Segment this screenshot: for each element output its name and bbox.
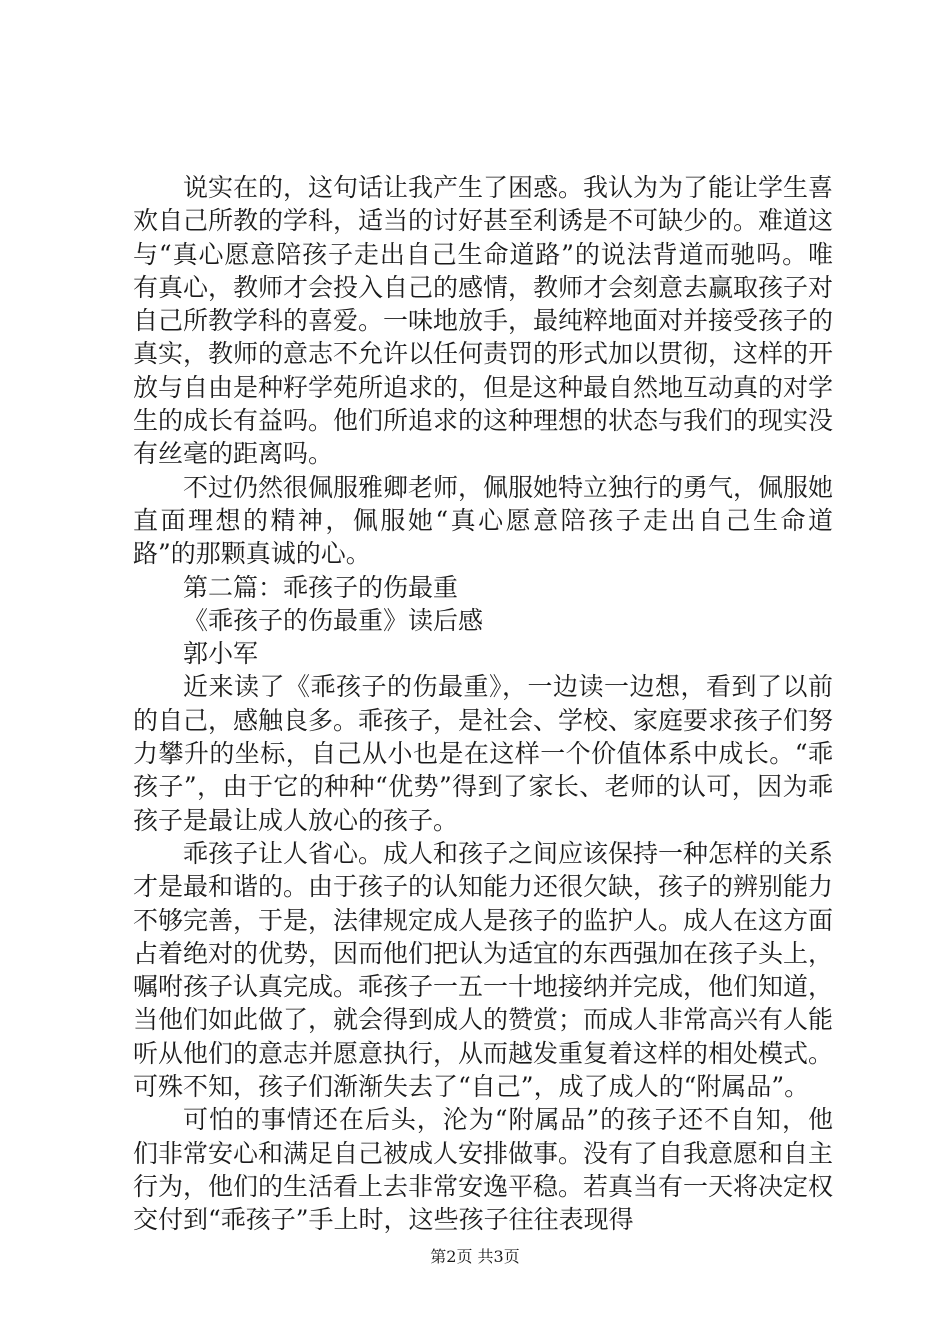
author-name: 郭小军	[183, 639, 259, 669]
paragraph-3: 近来读了《乖孩子的伤最重》，一边读一边想，看到了以前的自己，感触良多。乖孩子，是社会、学校、家庭要求孩子们努力攀升的坐标，自己从小也是在这样一个价值体系中成长。“乖孩子”，由于它的种种“优势”得到了家长、老师的认可，因为乖孩子是最让成人放心的孩子。	[133, 672, 834, 835]
article-title: 《乖孩子的伤最重》读后感	[183, 605, 484, 635]
document-body	[133, 171, 833, 1237]
section-heading: 第二篇：乖孩子的伤最重	[183, 572, 459, 602]
page-number-label: 第2页 共3页	[430, 1247, 520, 1266]
paragraph-1: 说实在的，这句话让我产生了困惑。我认为为了能让学生喜欢自己所教的学科，适当的讨好甚至利诱是不可缺少的。难道这与“真心愿意陪孩子走出自己生命道路”的说法背道而驰吗。唯有真心，教师才会投入自己的感情，教师才会刻意去赢取孩子对自己所教学科的喜爱。一味地放手，最纯粹地面对并接受孩子的真实，教师的意志不允许以任何责罚的形式加以贯彻，这样的开放与自由是种籽学苑所追求的，但是这种最自然地互动真的对学生的成长有益吗。他们所追求的这种理想的状态与我们的现实没有丝毫的距离吗。	[133, 173, 834, 469]
paragraph-5: 可怕的事情还在后头，沦为“附属品”的孩子还不自知，他们非常安心和满足自己被成人安排做事。没有了自我意愿和自主行为，他们的生活看上去非常安逸平稳。若真当有一天将决定权交付到“乖孩子”手上时，这些孩子往往表现得	[133, 1105, 834, 1235]
paragraph-2: 不过仍然很佩服雅卿老师，佩服她特立独行的勇气，佩服她直面理想的精神，佩服她“真心愿意陪孩子走出自己生命道路”的那颗真诚的心。	[133, 472, 834, 569]
paragraph-4: 乖孩子让人省心。成人和孩子之间应该保持一种怎样的关系才是最和谐的。由于孩子的认知能力还很欠缺，孩子的辨别能力不够完善，于是，法律规定成人是孩子的监护人。成人在这方面占着绝对的优势，因而他们把认为适宜的东西强加在孩子头上，嘱咐孩子认真完成。乖孩子一五一十地接纳并完成，他们知道，当他们如此做了，就会得到成人的赞赏；而成人非常高兴有人能听从他们的意志并愿意执行，从而越发重复着这样的相处模式。可殊不知，孩子们渐渐失去了“自己”，成了成人的“附属品”。	[133, 838, 834, 1102]
page-footer	[0, 1244, 950, 1267]
